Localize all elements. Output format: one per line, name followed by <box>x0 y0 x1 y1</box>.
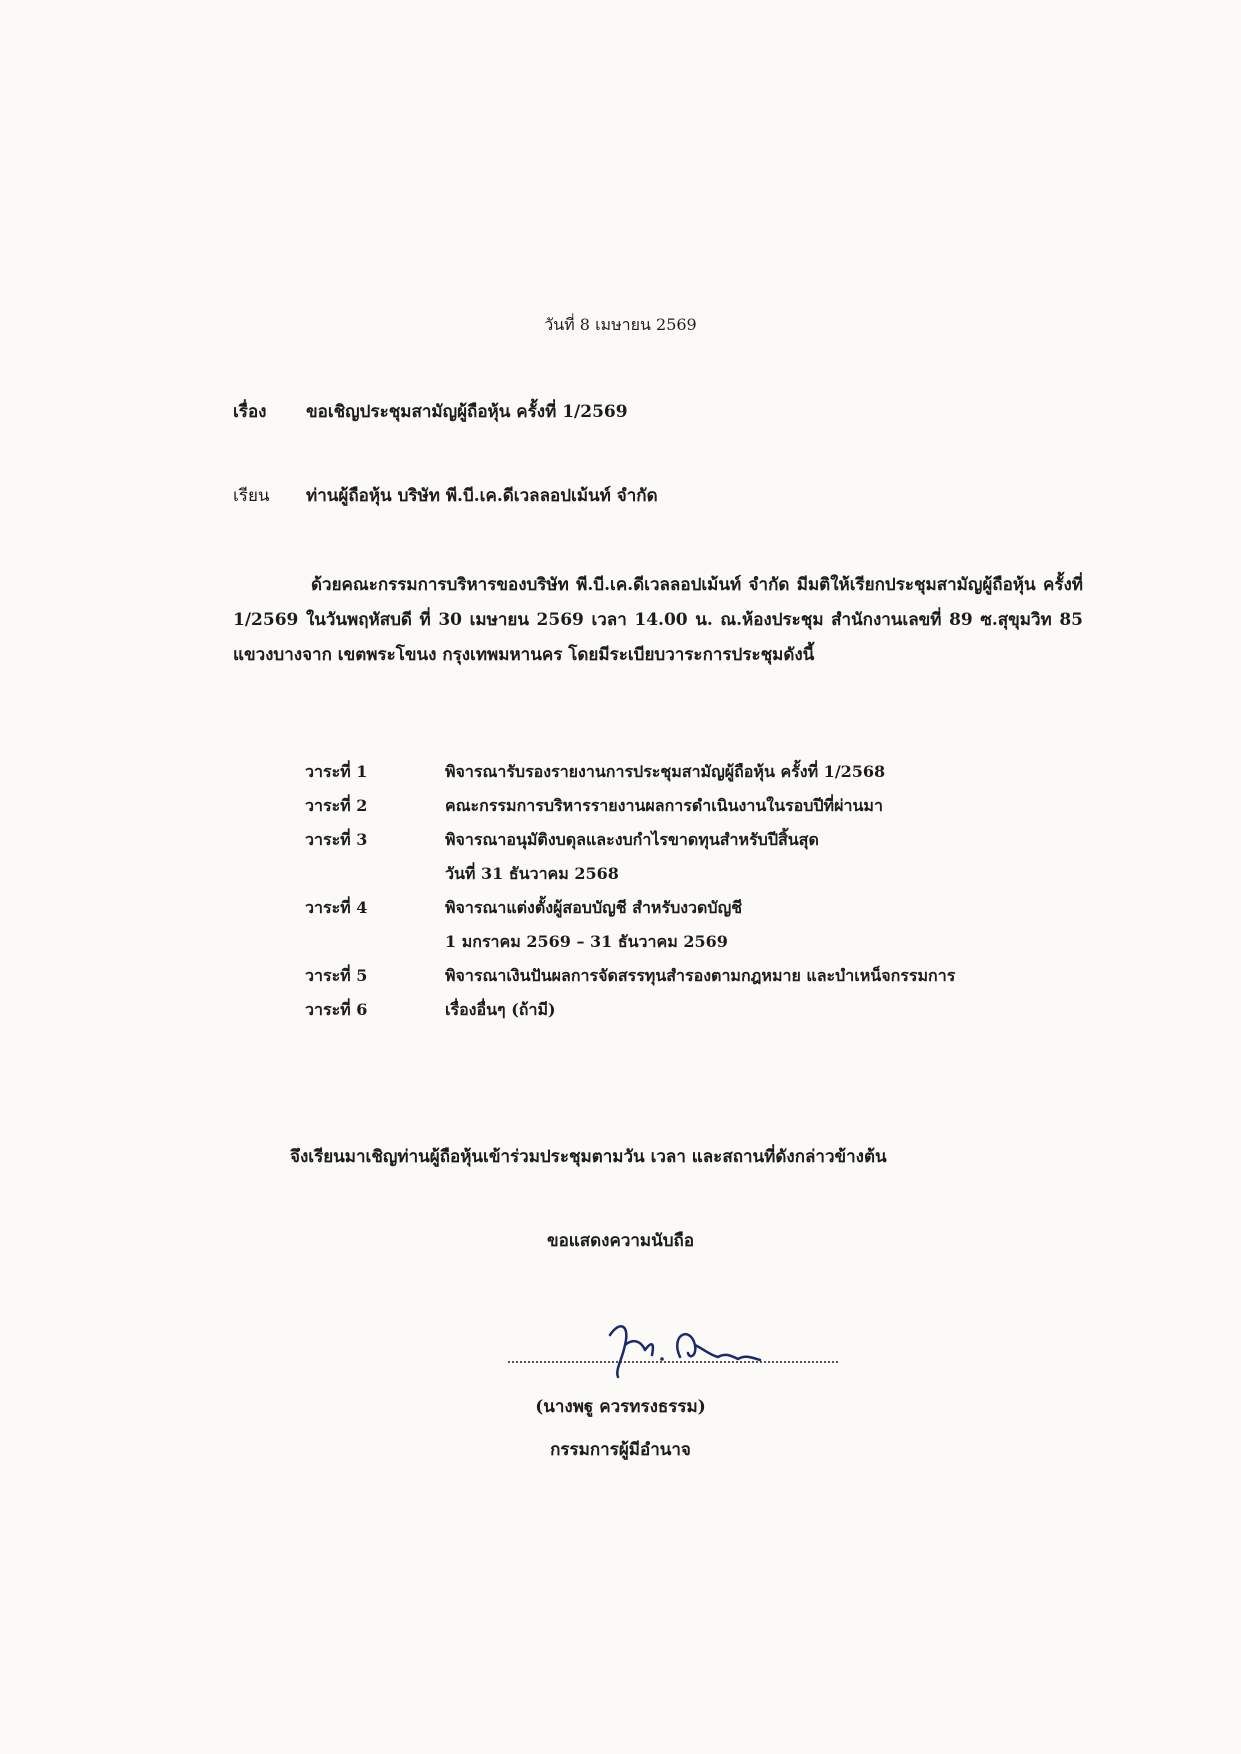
agenda-number: วาระที่ 4 <box>305 898 368 917</box>
agenda-text: พิจารณารับรองรายงานการประชุมสามัญผู้ถือหุ้น ครั้งที่ 1/2568 <box>445 762 886 781</box>
closing-text: จึงเรียนมาเชิญท่านผู้ถือหุ้นเข้าร่วมประชุมตามวัน เวลา และสถานที่ดังกล่าวข้างต้น <box>290 1147 887 1167</box>
signer-name: (นางพฐู ควรทรงธรรม) <box>535 1397 706 1417</box>
subject-text: ขอเชิญประชุมสามัญผู้ถือหุ้น ครั้งที่ 1/2569 <box>306 402 628 422</box>
body-paragraph: ด้วยคณะกรรมการบริหารของบริษัท พี.บี.เค.ดีเวลลอปเม้นท์ จำกัด มีมติให้เรียกประชุมสามัญผู้ถือหุ้น ครั้งที่ 1/2569 ในวันพฤหัสบดี ที่ 30 เมษายน 2569 เวลา 14.00 น. ณ.ห้องประชุม สำนักงานเลขที่ 89 ซ.สุขุมวิท 85 แขวงบางจาก เขตพระโขนง กรุงเทพมหานคร โดยมีระเบียบวาระการประชุมดังนี้ <box>233 575 1083 665</box>
agenda-number: วาระที่ 6 <box>305 1000 368 1019</box>
regards-text: ขอแสดงความนับถือ <box>546 1231 695 1251</box>
agenda-item <box>305 828 1105 862</box>
agenda-item <box>305 930 1105 964</box>
agenda-text: พิจารณาแต่งตั้งผู้สอบบัญชี สำหรับงวดบัญชี <box>445 898 743 917</box>
to-label: เรียน <box>233 486 270 506</box>
agenda-number: วาระที่ 2 <box>305 796 368 815</box>
subject-label: เรื่อง <box>233 402 267 422</box>
agenda-list <box>305 760 1105 1032</box>
agenda-item <box>305 794 1105 828</box>
handwritten-signature <box>600 1315 800 1385</box>
agenda-text: 1 มกราคม 2569 – 31 ธันวาคม 2569 <box>445 932 728 951</box>
agenda-text: คณะกรรมการบริหารรายงานผลการดำเนินงานในรอบปีที่ผ่านมา <box>445 796 883 815</box>
agenda-item <box>305 896 1105 930</box>
agenda-number: วาระที่ 3 <box>305 830 368 849</box>
letter-date: วันที่ 8 เมษายน 2569 <box>544 315 697 334</box>
to-text: ท่านผู้ถือหุ้น บริษัท พี.บี.เค.ดีเวลลอปเม้นท์ จำกัด <box>306 486 658 506</box>
agenda-text: วันที่ 31 ธันวาคม 2568 <box>445 864 619 883</box>
agenda-text: พิจารณาอนุมัติงบดุลและงบกำไรขาดทุนสำหรับปีสิ้นสุด <box>445 830 819 849</box>
agenda-item <box>305 862 1105 896</box>
agenda-item <box>305 964 1105 998</box>
agenda-text: พิจารณาเงินปันผลการจัดสรรทุนสำรองตามกฎหมาย และบำเหน็จกรรมการ <box>445 966 956 985</box>
agenda-item <box>305 998 1105 1032</box>
agenda-number: วาระที่ 1 <box>305 762 368 781</box>
signer-position: กรรมการผู้มีอำนาจ <box>550 1440 691 1460</box>
agenda-item <box>305 760 1105 794</box>
agenda-number: วาระที่ 5 <box>305 966 368 985</box>
agenda-text: เรื่องอื่นๆ (ถ้ามี) <box>445 1000 556 1019</box>
